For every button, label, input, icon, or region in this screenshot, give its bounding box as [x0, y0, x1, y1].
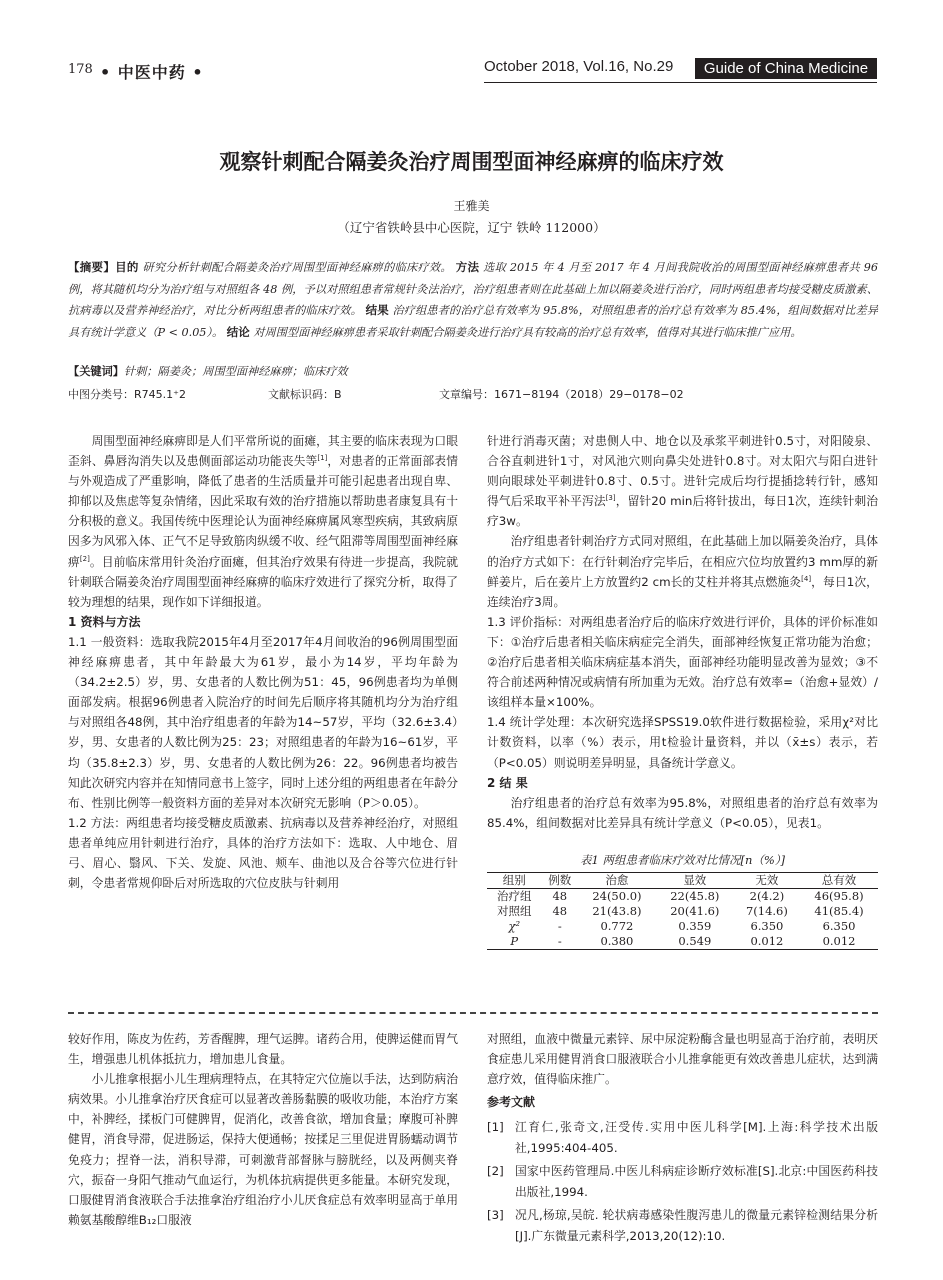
table-cell: χ²	[508, 919, 521, 933]
table-row	[487, 889, 878, 905]
section-heading-1: 1 资料与方法	[68, 614, 141, 629]
table-header: 总有效	[821, 873, 857, 887]
treatment-group-method: 治疗组患者针刺治疗方式同对照组，在此基础上加以隔姜灸治疗，具体的治疗方式如下：在行针刺治疗完毕后，在相应穴位均放置约3 mm厚的新鲜姜片，后在姜片上方放置约2 cm长的艾柱并将其点燃施灸[4]，每日1次，连续治疗3周。	[487, 534, 878, 609]
table-cell: -	[557, 919, 562, 933]
section-1-1: 1.1 一般资料：选取我院2015年4月至2017年4月间收治的96例周围型面神经麻痹患者，其中年龄最大为61岁，最小为14岁，平均年龄为（34.2±2.5）岁，男、女患者的人数比例为51：45，96例患者均为单侧面部发病。根据96例患者入院治疗的时间先后顺序将其随机均分为治疗组与对照组各48例，其中治疗组患者的年龄为14~57岁，平均（32.6±3.4）岁，男、女患者的人数比例为25：23；对照组患者的年龄为16~61岁，平均（35.8±2.3）岁，男、女患者的人数比例为26：22。96例患者均被告知此次研究内容并在知情同意书上签字，同时上述分组的两组患者在年龄分布、性别比例等一般资料方面的差异对本次研究无影响（P＞0.05）。	[68, 634, 458, 810]
classification-number: 中图分类号：R745.1⁺2	[68, 388, 186, 401]
table-cell: 21(43.8)	[592, 904, 642, 918]
efficacy-table	[487, 872, 878, 950]
table-cell: 24(50.0)	[592, 889, 642, 903]
keywords-label: 【关键词】	[68, 365, 124, 378]
objective-label: 目的	[115, 260, 139, 274]
document-code: 文献标识码：B	[268, 388, 342, 401]
methods-text: 选取 2015 年 4 月至 2017 年 4 月间我院收治的周围型面神经麻痹患者共 96 例，将其随机均分为治疗组与对照组各 48 例，予以对照组患者常规针灸法治疗，治疗组患者则在此基础上加以隔姜灸进行治疗，同时两组患者均接受糖皮质激素、抗病毒以及营养神经治疗，对比分析两组患者的临床疗效。	[68, 261, 879, 317]
methods-label: 方法	[455, 260, 480, 274]
reference-item: [3] 况凡,杨琼,吴皖. 轮状病毒感染性腹泻患儿的微量元素锌检测结果分析[J].广东微量元素科学,2013,20(12):10.	[487, 1208, 878, 1243]
table-cell: 20(41.6)	[670, 904, 720, 918]
table-cell: 0.772	[600, 919, 634, 933]
issue-info: October 2018, Vol.16, No.29	[484, 58, 674, 75]
table-header: 例数	[548, 873, 572, 887]
affiliation: （辽宁省铁岭县中心医院，辽宁 铁岭 112000）	[337, 220, 606, 235]
journal-name-box: Guide of China Medicine	[695, 58, 877, 79]
table-cell: 6.350	[750, 919, 784, 933]
reference-item: [2] 国家中医药管理局.中医儿科病症诊断疗效标准[S].北京:中国医药科技出版社,1994.	[487, 1164, 878, 1199]
abstract	[68, 257, 878, 343]
table-cell: 6.350	[822, 919, 856, 933]
table-cell: -	[557, 934, 562, 948]
table-cell: 46(95.8)	[814, 889, 864, 903]
keywords-text: 针刺；隔姜灸；周围型面神经麻痹；临床疗效	[123, 365, 348, 378]
table-cell: P	[510, 934, 519, 948]
table-row	[487, 919, 878, 934]
section-1-3: 1.3 评价指标：对两组患者治疗后的临床疗效进行评价，具体的评价标准如下：①治疗后患者相关临床病症完全消失，面部神经恢复正常功能为治愈；②治疗后患者相关临床病症基本消失，面部神经功能明显改善为显效；③不符合前述两种情况或病情有所加重为无效。治疗总有效率=（治愈+显效）/该组样本量×100%。	[487, 614, 878, 710]
table-cell: 7(14.6)	[745, 904, 788, 918]
intro-paragraph: 周围型面神经麻痹即是人们平常所说的面瘫，其主要的临床表现为口眼歪斜、鼻唇沟消失以及患侧面部运动功能丧失等[1]，对患者的正常面部表情与外观造成了严重影响，降低了患者的生活质量并可能引起患者出现自卑、抑郁以及焦虑等复杂情绪，因此采取有效的治疗措施以帮助患者康复具有十分积极的意义。我国传统中医理论认为面神经麻痹属风寒型疾病，其致病原因多为风邪入体、正气不足导致筋肉纵缓不收、经气阻滞等周围型面神经麻痹[2]。目前临床常用针灸治疗面瘫，但其治疗效果有待进一步提高，我院就针刺联合隔姜灸治疗周围型面神经麻痹的临床疗效进行了探究分析，取得了较为理想的结果，现作如下详细报道。	[68, 434, 458, 609]
conclusion-label: 结论	[226, 324, 250, 339]
article-separator	[68, 1012, 878, 1014]
keywords	[68, 363, 878, 379]
table-cell: 0.012	[822, 934, 856, 948]
results-paragraph: 治疗组患者的治疗总有效率为95.8%，对照组患者的治疗总有效率为85.4%，组间数据对比差异具有统计学意义（P<0.05），见表1。	[487, 795, 878, 830]
table-cell: 0.359	[678, 919, 712, 933]
results-text: 治疗组患者的治疗总有效率为 95.8%，对照组患者的治疗总有效率为 85.4%，组间数据对比差异具有统计学意义（P < 0.05）。	[68, 304, 878, 339]
conclusion-text: 对周围型面神经麻痹患者采取针刺配合隔姜灸进行治疗具有较高的治疗总有效率，值得对其进行临床推广应用。	[253, 325, 802, 339]
table-cell: 0.380	[600, 934, 634, 948]
author: 王雅美	[453, 199, 490, 213]
column-left	[68, 431, 458, 893]
table-cell: 41(85.4)	[814, 904, 864, 918]
table-header-row	[487, 873, 878, 889]
table-cell: 治疗组	[497, 889, 532, 903]
table-cell: 48	[552, 904, 568, 918]
table-header: 治愈	[605, 873, 629, 887]
table-row	[487, 934, 878, 950]
page-number: 178	[68, 62, 93, 77]
section-1-2: 1.2 方法：两组患者均接受糖皮质激素、抗病毒以及营养神经治疗，对照组患者单纯应用针刺进行治疗，具体的治疗方法如下：选取、人中地仓、眉弓、眉心、翳风、下关、发旋、风池、颊车、曲池以及合谷等穴位进行针刺，令患者常规仰卧后对所选取的穴位皮肤与针刺用	[68, 815, 458, 891]
column-right	[487, 431, 878, 833]
table-cell: 0.012	[750, 934, 784, 948]
article-title: 观察针刺配合隔姜灸治疗周围型面神经麻痹的临床疗效	[219, 150, 724, 174]
table-header: 组别	[502, 873, 526, 887]
paragraph: 较好作用，陈皮为佐药，芳香醒脾，理气运脾。诸药合用，使脾运健而胃气生，增强患儿机体抵抗力，增加患儿食量。	[68, 1032, 458, 1067]
column-lower-left	[68, 1029, 458, 1230]
abstract-label: 【摘要】	[68, 260, 116, 274]
paragraph: 小儿推拿根据小儿生理病理特点，在其特定穴位施以手法，达到防病治病效果。小儿推拿治疗厌食症可以显著改善肠黏膜的吸收功能，本治疗方案中，补脾经，揉板门可健脾胃，促消化，改善食欲，增加食量；摩腹可补脾健胃，消食导滞，促进肠运，保持大便通畅；按揉足三里促进胃肠蠕动调节免疫力；捏脊一法，消积导滞，可刺激背部督脉与膀胱经，以及两侧夹脊穴，振奋一身阳气推动气血运行，为机体抗病提供更多能量。本研究发现，口服健胃消食液联合手法推拿治疗组治疗小儿厌食症总有效率明显高于单用赖氨基酸醇维B₁₂口服液	[68, 1072, 458, 1227]
table-caption: 表1 两组患者临床疗效对比情况[n（%）]	[579, 853, 786, 867]
journal-section: • 中医中药 •	[100, 63, 204, 82]
method-continued: 针进行消毒灭菌；对患侧人中、地仓以及承浆平刺进针0.5寸，对阳陵泉、合谷直刺进针1寸，对风池穴则向鼻尖处进针0.8寸。对太阳穴与阳白进针则向眼球处平刺进针0.8寸、0.5寸。进针完成后均行提插捻转行针，感知得气后采取平补平泻法[3]，留针20 min后将针拔出，每日1次，连续针刺治疗3w。	[487, 434, 878, 529]
table-cell: 2(4.2)	[749, 889, 785, 903]
section-1-4: 1.4 统计学处理：本次研究选择SPSS19.0软件进行数据检验，采用χ²对比计数资料，以率（%）表示，用t检验计量资料，并以（x̄±s）表示，若（P<0.05）则说明差异明显，具备统计学意义。	[487, 715, 878, 770]
section-heading-2: 2 结 果	[487, 775, 528, 790]
table-cell: 48	[552, 889, 568, 903]
article-number: 文章编号：1671−8194（2018）29−0178−02	[439, 388, 684, 401]
table-row	[487, 904, 878, 919]
table-header: 显效	[683, 873, 707, 887]
table-cell: 对照组	[497, 904, 532, 918]
table-header: 无效	[755, 873, 779, 887]
paragraph: 对照组，血液中微量元素锌、尿中尿淀粉酶含量也明显高于治疗前，表明厌食症患儿采用健胃消食口服液联合小儿推拿能更有效改善患儿症状，达到满意疗效，值得临床推广。	[487, 1032, 878, 1087]
table-cell: 22(45.8)	[670, 889, 720, 903]
references-heading: 参考文献	[487, 1095, 536, 1110]
column-lower-right	[487, 1029, 878, 1249]
results-label: 结果	[365, 303, 389, 317]
reference-item: [1] 江育仁,张奇文,汪受传.实用中医儿科学[M].上海:科学技术出版社,1995:404-405.	[487, 1120, 878, 1155]
header-rule	[484, 82, 877, 83]
objective-text: 研究分析针刺配合隔姜灸治疗周围型面神经麻痹的临床疗效。	[142, 261, 452, 274]
table-cell: 0.549	[678, 934, 712, 948]
